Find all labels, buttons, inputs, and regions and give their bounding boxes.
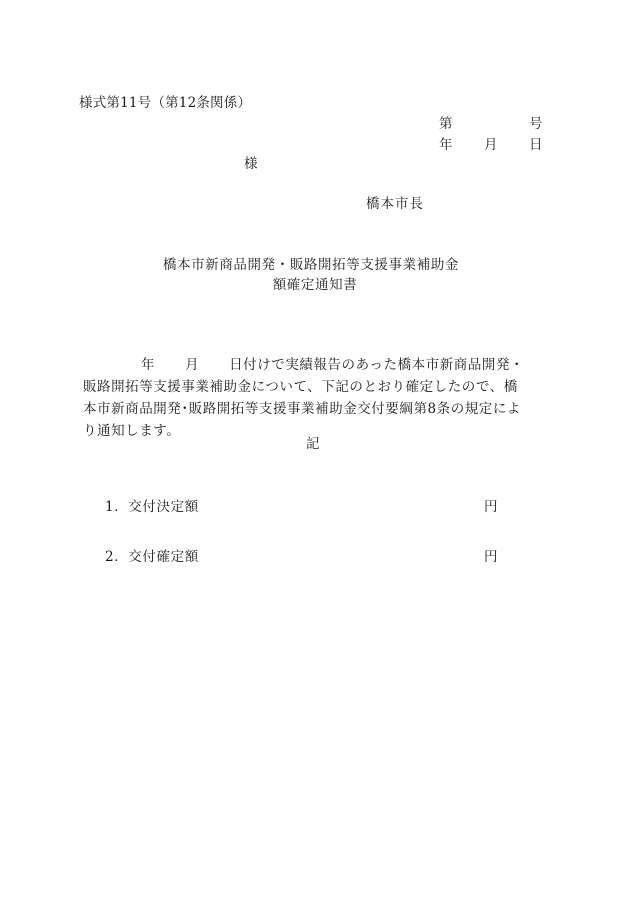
- record-heading: 記: [306, 436, 320, 452]
- document-title-line2: 額確定通知書: [272, 277, 358, 293]
- date-day-label: 日: [529, 137, 543, 153]
- form-number: 様式第11号（第12条関係）: [79, 95, 252, 111]
- notice-body-line3: 本市新商品開発･販路開拓等支援事業補助金交付要綱第8条の規定によ: [83, 401, 521, 417]
- reference-number-prefix: 第: [439, 116, 453, 132]
- reference-number-suffix: 号: [529, 116, 543, 132]
- item-decided-amount-unit: 円: [484, 499, 498, 515]
- body-month-label: 月: [185, 357, 200, 373]
- addressee-honorific: 様: [244, 156, 258, 172]
- sender-name: 橋本市長: [366, 196, 424, 212]
- item-confirmed-amount-label: 2．交付確定額: [105, 549, 199, 565]
- body-year-label: 年: [141, 357, 156, 373]
- notice-body: [83, 354, 553, 442]
- body-line1-text: 日付けで実績報告のあった橋本市新商品開発・: [229, 357, 525, 373]
- notice-body-line4: り通知します。: [83, 423, 181, 439]
- date-month-label: 月: [484, 137, 498, 153]
- document-title-line1: 橋本市新商品開発・販路開拓等支援事業補助金: [162, 257, 460, 273]
- item-confirmed-amount-unit: 円: [484, 549, 498, 565]
- notice-body-line1: [83, 354, 553, 376]
- notice-body-line2: 販路開拓等支援事業補助金について、下記のとおり確定したので、橋: [83, 379, 518, 395]
- item-decided-amount-label: 1．交付決定額: [105, 499, 199, 515]
- date-year-label: 年: [439, 137, 453, 153]
